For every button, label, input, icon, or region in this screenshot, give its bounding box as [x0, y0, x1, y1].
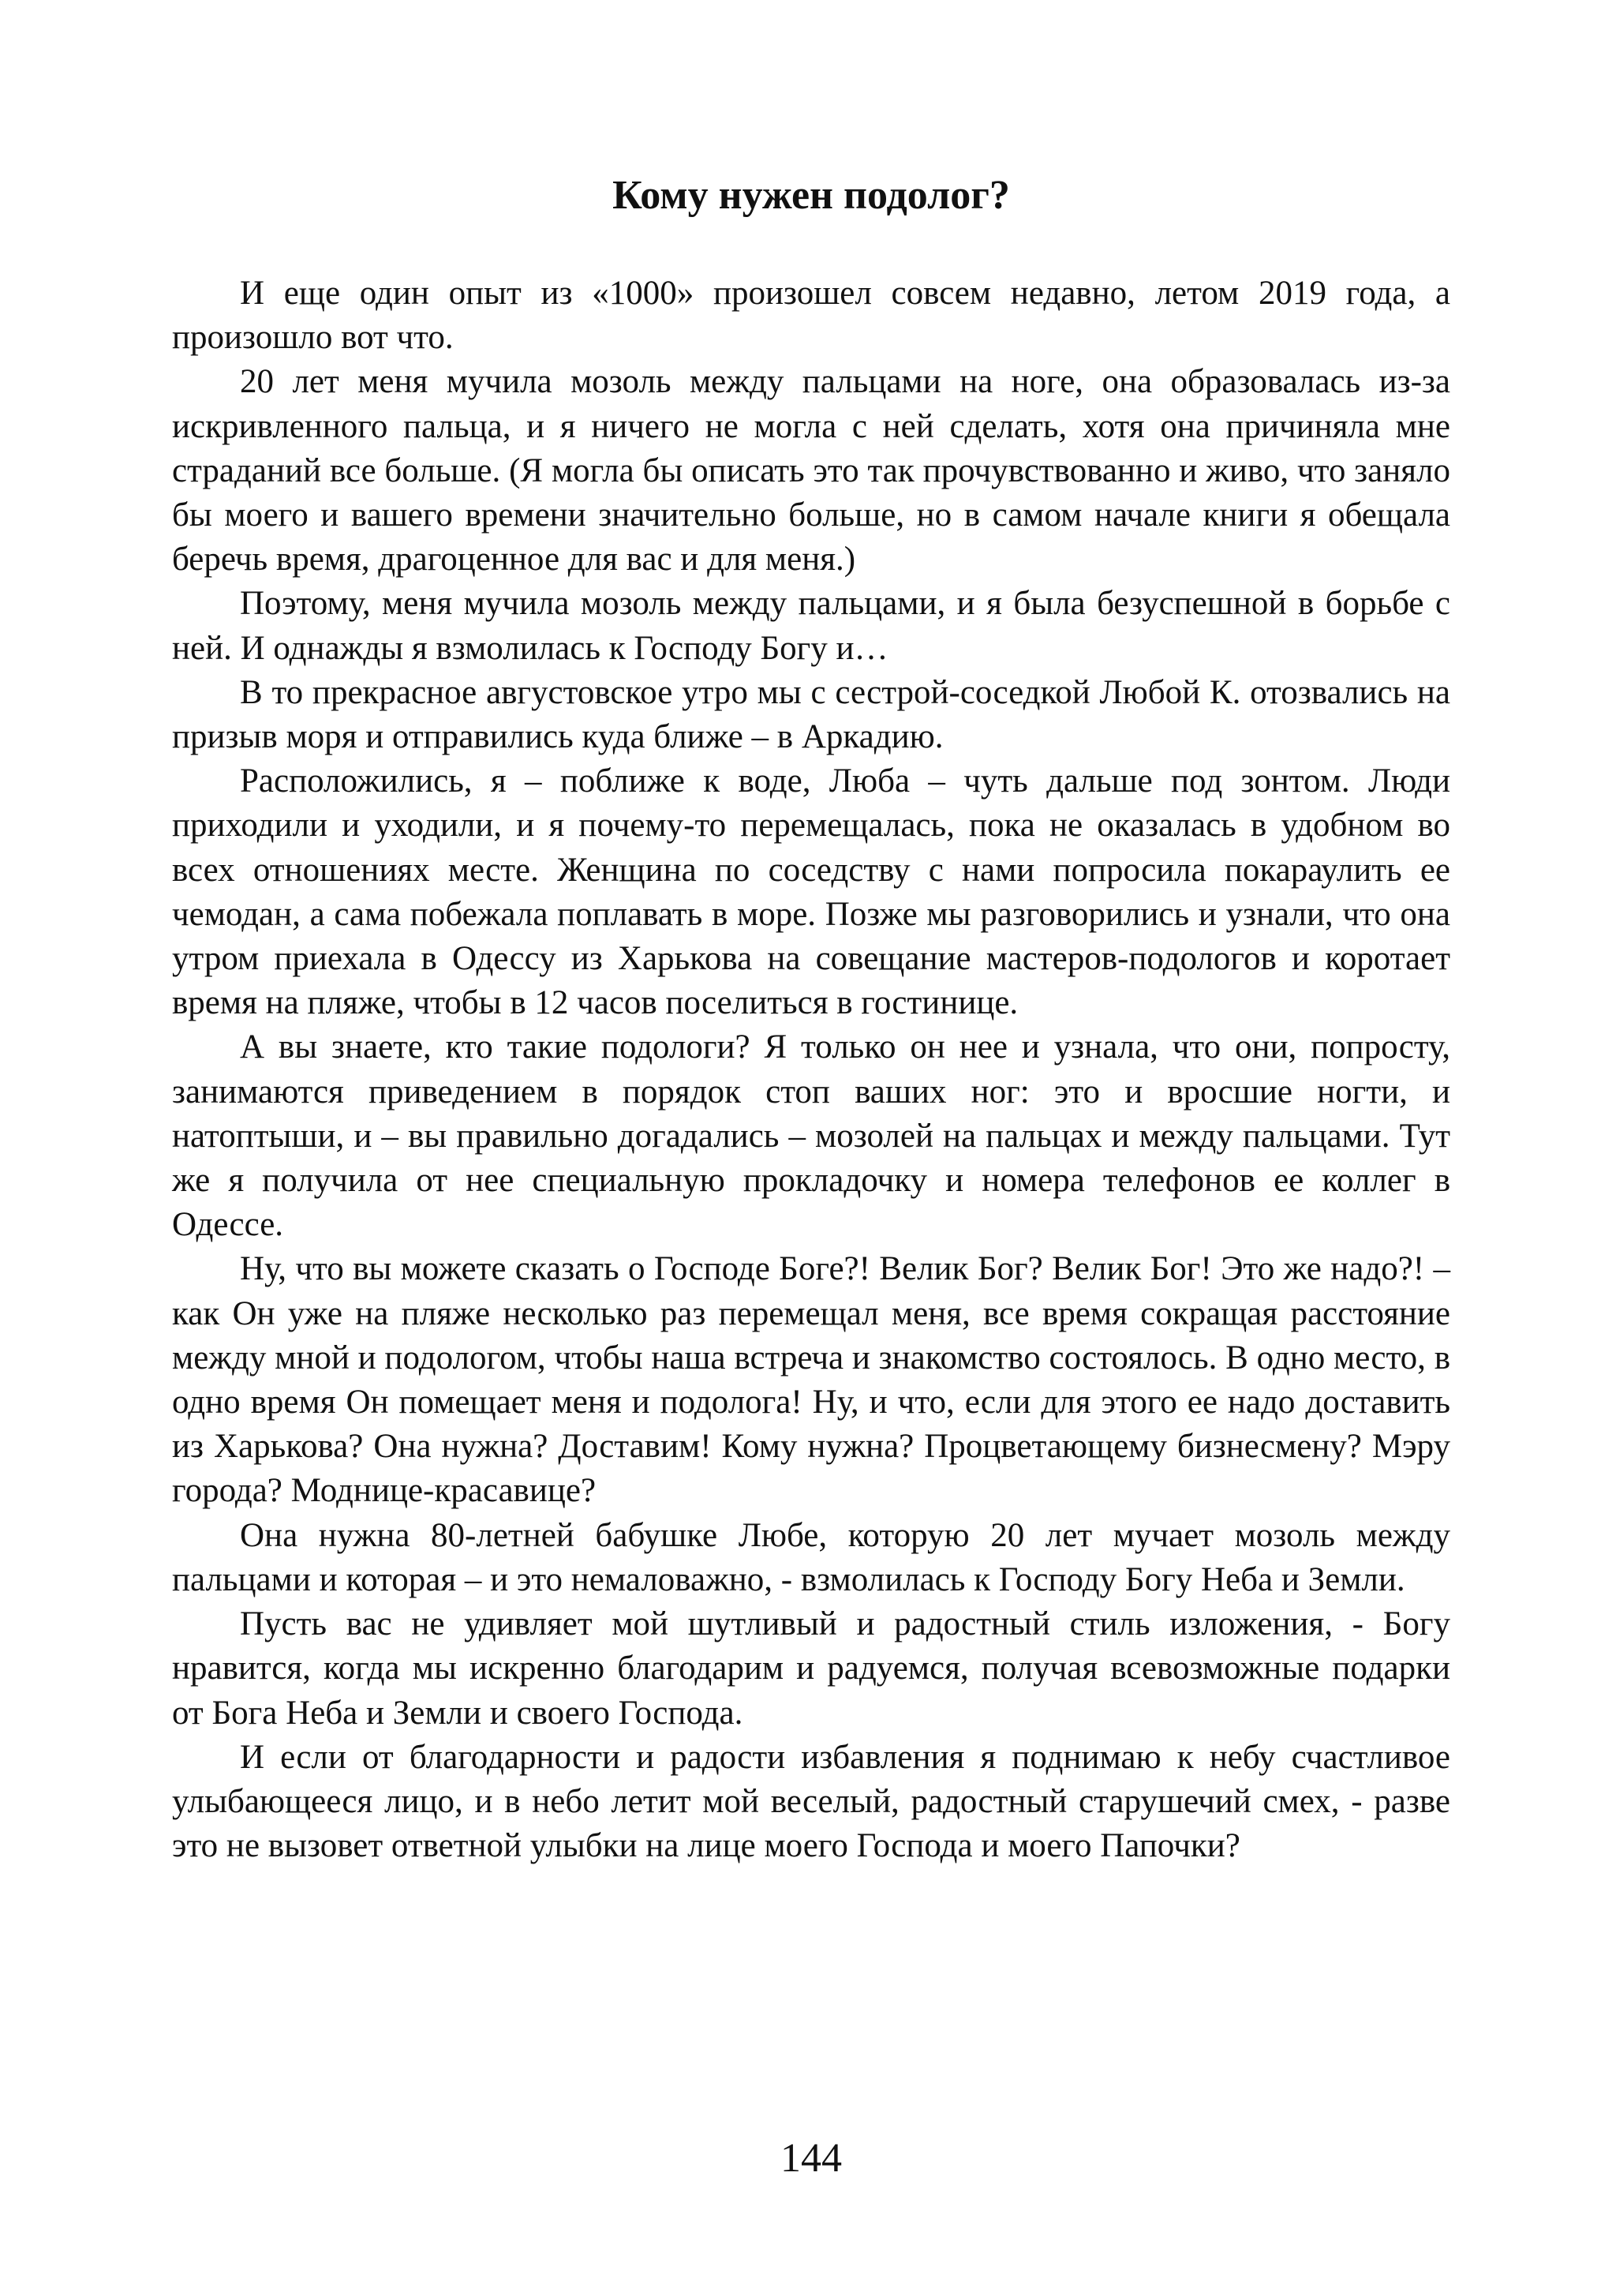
page-number: 144	[780, 2136, 842, 2181]
paragraph: Она нужна 80-летней бабушке Любе, которую 20 лет мучает мозоль между пальцами и которая – и это немаловажно, - взмолилась к Господу Богу Неба и Земли.	[172, 1516, 1450, 1598]
book-page	[172, 0, 1450, 2296]
paragraph: Пусть вас не удивляет мой шутливый и радостный стиль изложения, - Богу нравится, когда мы искренно благодарим и радуемся, получая всевозможные подарки от Бога Неба и Земли и своего Господа.	[172, 1605, 1450, 1732]
paragraph: В то прекрасное августовское утро мы с сестрой-соседкой Любой К. отозвались на призыв моря и отправились куда ближе – в Аркадию.	[172, 673, 1450, 756]
paragraph: И если от благодарности и радости избавления я поднимаю к небу счастливое улыбающееся лицо, и в небо летит мой веселый, радостный старушечий смех, - разве это не вызовет ответной улыбки на лице моего Господа и моего Папочки?	[172, 1738, 1450, 1865]
chapter-body	[172, 272, 1450, 1868]
paragraph: И еще один опыт из «1000» произошел совсем недавно, летом 2019 года, а произошло вот что.	[172, 275, 1450, 357]
paragraph: Поэтому, меня мучила мозоль между пальцами, и я была безуспешной в борьбе с ней. И однажды я взмолилась к Господу Богу и…	[172, 585, 1450, 667]
paragraph: 20 лет меня мучила мозоль между пальцами на ноге, она образовалась из-за искривленного пальца, и я ничего не могла с ней сделать, хотя она причиняла мне страданий все больше. (Я могла бы описать это так прочувствованно и живо, что заняло бы моего и вашего времени значительно больше, но в самом начале книги я обещала беречь время, драгоценное для вас и для меня.)	[172, 363, 1450, 579]
paragraph: Расположились, я – поближе к воде, Люба – чуть дальше под зонтом. Люди приходили и уходили, и я почему-то перемещалась, пока не оказалась в удобном во всех отношениях месте. Женщина по соседству с нами попросила покараулить ее чемодан, а сама побежала поплавать в море. Позже мы разговорились и узнали, что она утром приехала в Одессу из Харькова на совещание мастеров-подологов и коротает время на пляже, чтобы в 12 часов поселиться в гостинице.	[172, 762, 1450, 1022]
chapter-title: Кому нужен подолог?	[612, 173, 1010, 218]
paragraph: Ну, что вы можете сказать о Господе Боге?! Велик Бог? Велик Бог! Это же надо?! – как Он уже на пляже несколько раз перемещал меня, все время сокращая расстояние между мной и подологом, чтобы наша встреча и знакомство состоялось. В одно место, в одно время Он помещает меня и подолога! Ну, и что, если для этого ее надо доставить из Харькова? Она нужна? Доставим! Кому нужна? Процветающему бизнесмену? Мэру города? Моднице-красавице?	[172, 1250, 1450, 1510]
paragraph: А вы знаете, кто такие подологи? Я только он нее и узнала, что они, попросту, занимаются приведением в порядок стоп ваших ног: это и вросшие ногти, и натоптыши, и – вы правильно догадались – мозолей на пальцах и между пальцами. Тут же я получила от нее специальную прокладочку и номера телефонов ее коллег в Одессе.	[172, 1028, 1450, 1244]
